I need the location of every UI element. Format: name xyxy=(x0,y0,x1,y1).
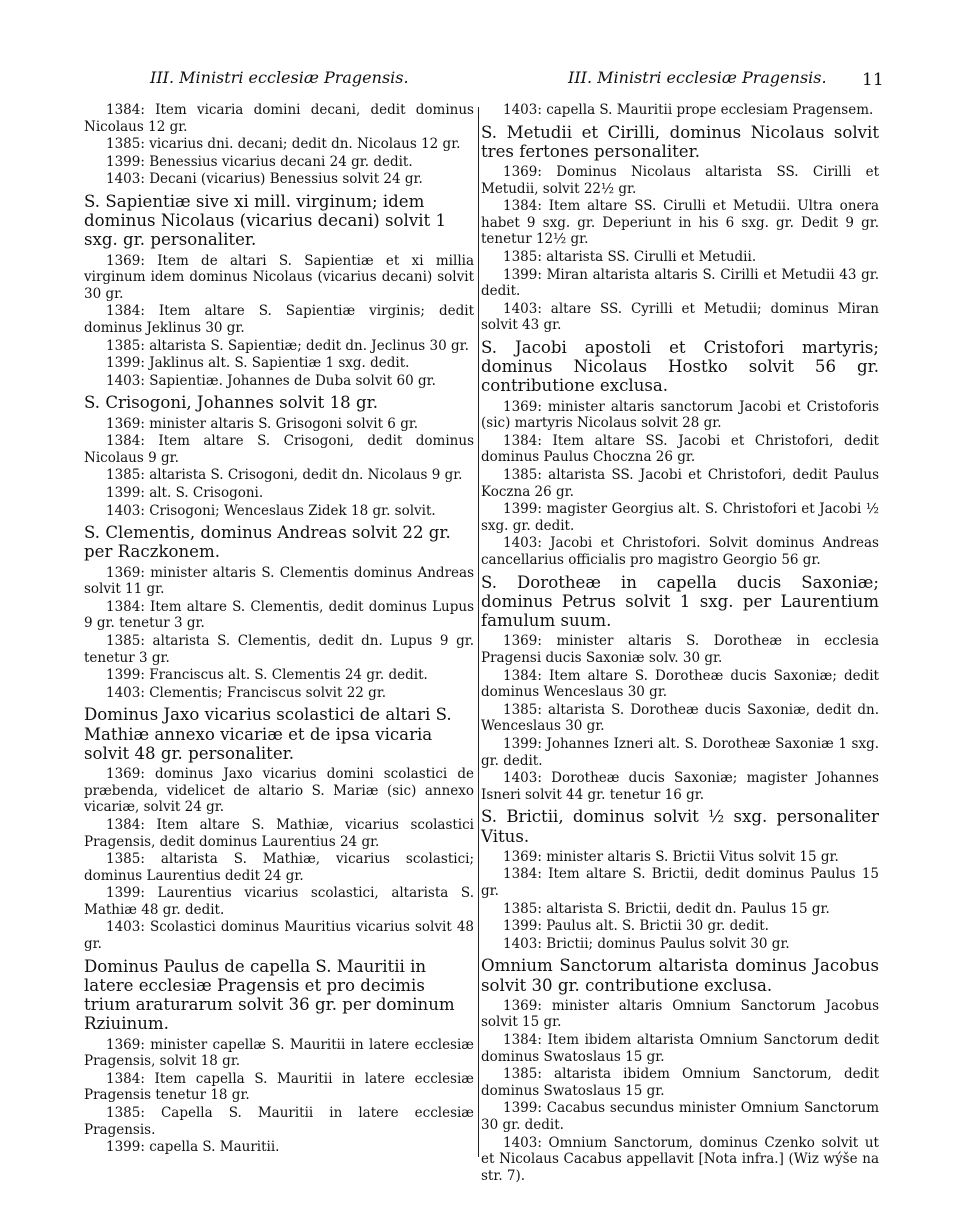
entry-paragraph: 1369: dominus Jaxo vicarius domini scolastici de præbenda, videlicet de altario S. Mariæ (sic) annexo vicariæ, solvit 24 gr. xyxy=(84,766,474,816)
section-heading: S. Dorotheæ in capella ducis Saxoniæ; dominus Petrus solvit 1 sxg. per Laurentium famulum suum. xyxy=(481,572,879,631)
entry-paragraph: 1385: altarista SS. Cirulli et Metudii. xyxy=(503,249,757,266)
column-divider xyxy=(478,107,479,1157)
entry-paragraph: 1399: alt. S. Crisogoni. xyxy=(106,485,264,502)
entry-paragraph: 1369: Item de altari S. Sapientiæ et xi millia virginum idem dominus Nicolaus (vicarius decani) solvit 30 gr. xyxy=(84,252,474,302)
left-column xyxy=(84,102,474,1157)
entry-paragraph: 1384: Item vicaria domini decani, dedit dominus Nicolaus 12 gr. xyxy=(84,102,474,135)
entry-paragraph: 1399: Cacabus secundus minister Omnium Sanctorum 30 gr. dedit. xyxy=(481,1100,879,1133)
entry-paragraph: 1403: Decani (vicarius) Benessius solvit 24 gr. xyxy=(106,171,423,188)
entry-paragraph: 1385: altarista S. Mathiæ, vicarius scolastici; dominus Laurentius dedit 24 gr. xyxy=(84,851,474,884)
entry-paragraph: 1384: Item altare S. Crisogoni, dedit dominus Nicolaus 9 gr. xyxy=(84,433,474,466)
entry-paragraph: 1385: altarista SS. Jacobi et Christofori, dedit Paulus Koczna 26 gr. xyxy=(481,467,879,500)
entry-paragraph: 1369: minister altaris S. Dorotheæ in ecclesia Pragensi ducis Saxoniæ solv. 30 gr. xyxy=(481,633,879,666)
entry-paragraph: 1403: Omnium Sanctorum, dominus Czenko solvit ut et Nicolaus Cacabus appellavit [Nota infra.] (Wiz wýše na str. 7). xyxy=(481,1134,879,1184)
entry-paragraph: 1399: Laurentius vicarius scolastici, altarista S. Mathiæ 48 gr. dedit. xyxy=(84,885,474,918)
entry-paragraph: 1369: minister capellæ S. Mauritii in latere ecclesiæ Pragensis, solvit 18 gr. xyxy=(84,1036,474,1070)
page-number: 11 xyxy=(862,70,884,90)
entry-paragraph: 1399: Paulus alt. S. Brictii 30 gr. dedit. xyxy=(503,918,769,935)
entry-paragraph: 1385: altarista S. Sapientiæ; dedit dn. Jeclinus 30 gr. xyxy=(106,337,469,354)
entry-paragraph: 1403: Clementis; Franciscus solvit 22 gr. xyxy=(106,684,387,701)
entry-paragraph: 1403: Scolastici dominus Mauritius vicarius solvit 48 gr. xyxy=(84,919,474,953)
entry-paragraph: 1403: Sapientiæ. Johannes de Duba solvit 60 gr. xyxy=(106,372,436,389)
section-heading: Dominus Paulus de capella S. Mauritii in latere ecclesiæ Pragensis et pro decimis trium araturarum solvit 36 gr. per dominum Rziuinum. xyxy=(84,956,455,1034)
entry-paragraph: 1385: altarista S. Dorotheæ ducis Saxoniæ, dedit dn. Wenceslaus 30 gr. xyxy=(481,701,879,735)
entry-paragraph: 1384: Item altare S. Clementis, dedit dominus Lupus 9 gr. tenetur 3 gr. xyxy=(84,598,474,632)
section-heading: S. Brictii, dominus solvit ½ sxg. personaliter Vitus. xyxy=(481,807,879,846)
entry-paragraph: 1403: capella S. Mauritii prope ecclesiam Pragensem. xyxy=(503,102,874,118)
running-header-right: III. Ministri ecclesiæ Pragensis. xyxy=(568,68,827,87)
entry-paragraph: 1384: Item altare S. Mathiæ, vicarius scolastici Pragensis, dedit dominus Laurentius 24 gr. xyxy=(84,816,474,850)
entry-paragraph: 1403: Crisogoni; Wenceslaus Zidek 18 gr. solvit. xyxy=(106,502,436,519)
entry-paragraph: 1385: altarista ibidem Omnium Sanctorum, dedit dominus Swatoslaus 15 gr. xyxy=(481,1066,879,1099)
entry-paragraph: 1384: Item capella S. Mauritii in latere ecclesiæ Pragensis tenetur 18 gr. xyxy=(84,1070,474,1104)
right-column xyxy=(481,102,879,1185)
entry-paragraph: 1369: minister altaris S. Clementis dominus Andreas solvit 11 gr. xyxy=(84,564,474,598)
entry-paragraph: 1399: magister Georgius alt. S. Christofori et Jacobi ½ sxg. gr. dedit. xyxy=(481,501,879,534)
section-heading: Dominus Jaxo vicarius scolastici de altari S. Mathiæ annexo vicariæ et de ipsa vicaria solvit 48 gr. personaliter. xyxy=(84,705,452,763)
entry-paragraph: 1403: altare SS. Cyrilli et Metudii; dominus Miran solvit 43 gr. xyxy=(481,300,879,334)
entry-paragraph: 1369: minister altaris sanctorum Jacobi et Cristoforis (sic) martyris Nicolaus solvit 28 gr. xyxy=(481,398,879,432)
entry-paragraph: 1385: vicarius dni. decani; dedit dn. Nicolaus 12 gr. xyxy=(106,136,461,153)
entry-paragraph: 1403: Dorotheæ ducis Saxoniæ; magister Johannes Isneri solvit 44 gr. tenetur 16 gr. xyxy=(481,770,879,803)
entry-paragraph: 1385: Capella S. Mauritii in latere ecclesiæ Pragensis. xyxy=(84,1104,474,1138)
entry-paragraph: 1384: Item altare SS. Cirulli et Metudii. Ultra onera habet 9 sxg. gr. Deperiunt in his 6 sxg. gr. Dedit 9 gr. tenetur 12½ gr. xyxy=(481,198,879,248)
entry-paragraph: 1399: Franciscus alt. S. Clementis 24 gr. dedit. xyxy=(106,667,428,684)
section-heading: S. Sapientiæ sive xi mill. virginum; idem dominus Nicolaus (vicarius decani) solvit 1 sxg. gr. personaliter. xyxy=(84,191,447,250)
entry-paragraph: 1369: minister altaris S. Grisogoni solvit 6 gr. xyxy=(106,415,419,432)
section-heading: S. Metudii et Cirilli, dominus Nicolaus solvit tres fertones personaliter. xyxy=(481,122,879,161)
entry-paragraph: 1399: Benessius vicarius decani 24 gr. dedit. xyxy=(106,153,413,170)
entry-paragraph: 1403: Jacobi et Christofori. Solvit dominus Andreas cancellarius officialis pro magistro Georgio 56 gr. xyxy=(481,535,879,569)
entry-paragraph: 1369: minister altaris S. Brictii Vitus solvit 15 gr. xyxy=(503,848,839,865)
section-heading: S. Jacobi apostoli et Cristofori martyris; dominus Nicolaus Hostko solvit 56 gr. contributione exclusa. xyxy=(481,338,879,396)
entry-paragraph: 1385: altarista S. Crisogoni, dedit dn. Nicolaus 9 gr. xyxy=(106,467,463,484)
section-heading: Omnium Sanctorum altarista dominus Jacobus solvit 30 gr. contributione exclusa. xyxy=(481,956,879,995)
entry-paragraph: 1403: Brictii; dominus Paulus solvit 30 gr. xyxy=(503,935,790,952)
section-heading: S. Clementis, dominus Andreas solvit 22 gr. per Raczkonem. xyxy=(84,523,451,562)
entry-paragraph: 1369: Dominus Nicolaus altarista SS. Cirilli et Metudii, solvit 22½ gr. xyxy=(481,164,879,197)
entry-paragraph: 1384: Item altare SS. Jacobi et Christofori, dedit dominus Paulus Choczna 26 gr. xyxy=(481,432,879,466)
entry-paragraph: 1384: Item altare S. Sapientiæ virginis; dedit dominus Jeklinus 30 gr. xyxy=(84,303,474,337)
entry-paragraph: 1399: Johannes Izneri alt. S. Dorotheæ Saxoniæ 1 sxg. gr. dedit. xyxy=(481,735,879,769)
entry-paragraph: 1369: minister altaris Omnium Sanctorum Jacobus solvit 15 gr. xyxy=(481,997,879,1031)
entry-paragraph: 1385: altarista S. Brictii, dedit dn. Paulus 15 gr. xyxy=(503,900,830,917)
entry-paragraph: 1399: Miran altarista altaris S. Cirilli et Metudii 43 gr. dedit. xyxy=(481,266,879,300)
entry-paragraph: 1384: Item altare S. Brictii, dedit dominus Paulus 15 gr. xyxy=(481,866,879,899)
entry-paragraph: 1384: Item ibidem altarista Omnium Sanctorum dedit dominus Swatoslaus 15 gr. xyxy=(481,1031,879,1065)
entry-paragraph: 1399: Jaklinus alt. S. Sapientiæ 1 sxg. dedit. xyxy=(106,355,410,372)
section-heading: S. Crisogoni, Johannes solvit 18 gr. xyxy=(84,393,378,413)
entry-paragraph: 1384: Item altare S. Dorotheæ ducis Saxoniæ; dedit dominus Wenceslaus 30 gr. xyxy=(481,667,879,701)
entry-paragraph: 1385: altarista S. Clementis, dedit dn. Lupus 9 gr. tenetur 3 gr. xyxy=(84,633,474,666)
entry-paragraph: 1399: capella S. Mauritii. xyxy=(106,1139,280,1156)
running-header-left: III. Ministri ecclesiæ Pragensis. xyxy=(150,68,409,87)
